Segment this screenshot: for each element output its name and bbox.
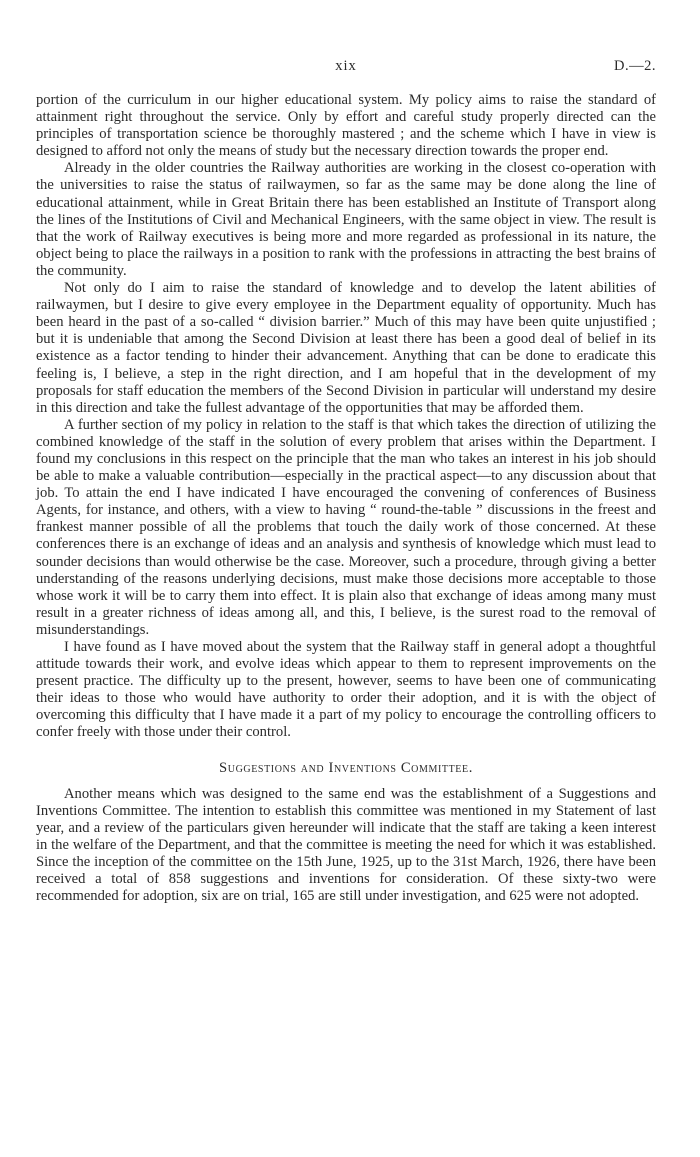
- page-number: xix: [335, 58, 357, 74]
- section-heading: Suggestions and Inventions Committee.: [219, 759, 473, 776]
- paragraph-continued: portion of the curriculum in our higher educational system. My policy aims to raise the standard of attainment right throughout the service. Only by effort and careful study properly directed can the principles of transportation science be thoroughly mastered ; and the scheme which I have in view is designed to afford not only the means of study but the necessary direction towards the proper end.: [36, 92, 656, 160]
- paragraph-combined-knowledge: A further section of my policy in relation to the staff is that which takes the direction of utilizing the combined knowledge of the staff in the solution of every problem that arises within the Department. I found my conclusions in this respect on the principle that the man who takes an interest in his job should be able to make a valuable contribution—especially in the practical aspect—to any discussion about that job. To attain the end I have indicated I have encouraged the convening of conferences of Business Agents, for instance, and others, with a view to having “ round-the-table ” discussions in the freest and frankest manner possible of all the problems that touch the daily work of those concerned. At these conferences there is an exchange of ideas and an analysis and synthesis of knowledge which must lead to sounder decisions than would otherwise be the case. Moreover, such a procedure, through giving a better understanding of the reasons underlying decisions, must make those decisions more acceptable to those whose work it will be to carry them into effect. It is plain also that exchange of ideas among many must result in a greater richness of ideas among all, and this, I believe, is the surest road to the removal of misunderstandings.: [36, 416, 656, 638]
- paragraph-suggestions-committee: Another means which was designed to the same end was the establishment of a Suggestions and Inventions Committee. The intention to establish this committee was mentioned in my Statement of last year, and a review of the particulars given hereunder will indicate that the staff are taking a keen interest in the welfare of the Department, and that the committee is meeting the need for which it was established. Since the inception of the committee on the 15th June, 1925, up to the 31st March, 1926, there have been received a total of 858 suggestions and inventions for consideration. Of these sixty-two were recommended for adoption, six are on trial, 165 are still under investigation, and 625 were not adopted.: [36, 785, 656, 905]
- paragraph-equality-of-opportunity: Not only do I aim to raise the standard of knowledge and to develop the latent abilities of railwaymen, but I desire to give every employee in the Department equality of opportunity. Much has been heard in the past of a so-called “ division barrier.” Much of this may have been quite unjustified ; but it is undeniable that among the Second Division at least there has been a good deal of belief in its existence as a factor tending to hinder their advancement. Anything that can be done to eradicate this feeling is, I believe, a step in the right direction, and I am hopeful that in the development of my proposals for staff education the members of the Second Division in particular will understand my desire in this direction and take the fullest advantage of the opportunities that may be afforded them.: [36, 280, 656, 416]
- document-reference: D.—2.: [614, 58, 656, 74]
- body-text: [36, 92, 656, 905]
- page-header: [36, 58, 656, 78]
- paragraph-railway-authorities: Already in the older countries the Railway authorities are working in the closest co-operation with the universities to raise the status of railwaymen, so far as the same may be done along the line of educational attainment, while in Great Britain there has been established an Institute of Transport along the lines of the Institutions of Civil and Mechanical Engineers, with the same object in view. The result is that the work of Railway executives is being more and more regarded as professional in its nature, the object being to place the railways in a position to rank with the professions in attracting the best brains of the community.: [36, 160, 656, 279]
- paragraph-thoughtful-attitude: I have found as I have moved about the system that the Railway staff in general adopt a thoughtful attitude towards their work, and evolve ideas which appear to them to represent improvements on the present practice. The difficulty up to the present, however, seems to have been one of communicating their ideas to those who would have authority to order their adoption, and it is with the object of overcoming this difficulty that I have made it a part of my policy to encourage the controlling officers to confer freely with those under their control.: [36, 639, 656, 741]
